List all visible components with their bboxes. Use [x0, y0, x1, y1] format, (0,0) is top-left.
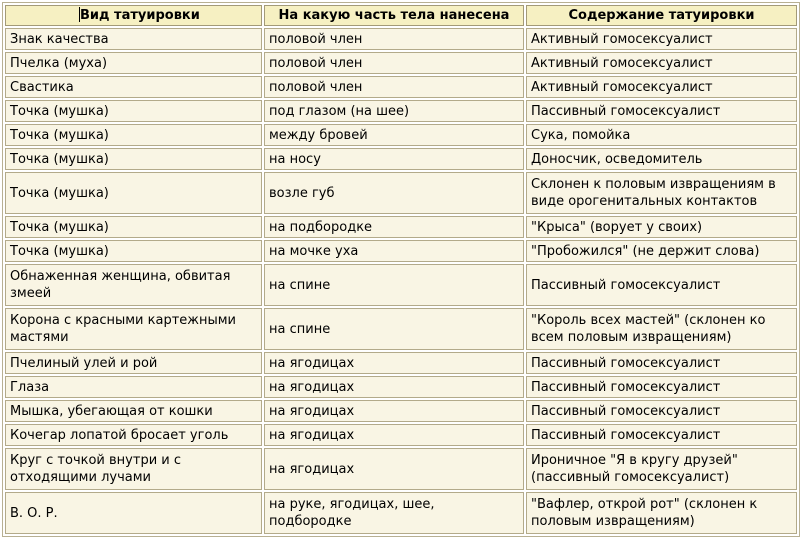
- cell-tattoo-type: Глаза: [5, 376, 262, 398]
- cell-body-part: на спине: [264, 308, 524, 350]
- table-row: [5, 424, 797, 446]
- cell-body-part: на ягодицах: [264, 352, 524, 374]
- cell-meaning: Активный гомосексуалист: [526, 28, 797, 50]
- cell-tattoo-type: Точка (мушка): [5, 100, 262, 122]
- cell-tattoo-type: В. О. Р.: [5, 492, 262, 534]
- cell-meaning: "Вафлер, открой рот" (склонен к половым извращениям): [526, 492, 797, 534]
- table-row: [5, 352, 797, 374]
- cell-body-part: на носу: [264, 148, 524, 170]
- cell-meaning: "Пробожился" (не держит слова): [526, 240, 797, 262]
- cell-body-part: на ягодицах: [264, 400, 524, 422]
- table-row: [5, 240, 797, 262]
- table-row: [5, 28, 797, 50]
- table-row: [5, 124, 797, 146]
- header-meaning: Содержание татуировки: [526, 5, 797, 26]
- cell-body-part: на спине: [264, 264, 524, 306]
- table-row: [5, 52, 797, 74]
- cell-meaning: Пассивный гомосексуалист: [526, 352, 797, 374]
- table-row: [5, 492, 797, 534]
- cell-tattoo-type: Корона с красными картежными мастями: [5, 308, 262, 350]
- cell-meaning: "Крыса" (ворует у своих): [526, 216, 797, 238]
- text-cursor: [79, 7, 80, 22]
- header-body-part: На какую часть тела нанесена: [264, 5, 524, 26]
- cell-meaning: Пассивный гомосексуалист: [526, 264, 797, 306]
- table-row: [5, 216, 797, 238]
- cell-tattoo-type: Точка (мушка): [5, 124, 262, 146]
- cell-tattoo-type: Точка (мушка): [5, 216, 262, 238]
- cell-tattoo-type: Знак качества: [5, 28, 262, 50]
- table-row: [5, 376, 797, 398]
- cell-tattoo-type: Мышка, убегающая от кошки: [5, 400, 262, 422]
- table-row: [5, 448, 797, 490]
- table-row: [5, 148, 797, 170]
- cell-body-part: под глазом (на шее): [264, 100, 524, 122]
- table-row: [5, 308, 797, 350]
- cell-tattoo-type: Пчелиный улей и рой: [5, 352, 262, 374]
- cell-meaning: Пассивный гомосексуалист: [526, 100, 797, 122]
- table-row: [5, 172, 797, 214]
- cell-tattoo-type: Пчелка (муха): [5, 52, 262, 74]
- cell-tattoo-type: Обнаженная женщина, обвитая змеей: [5, 264, 262, 306]
- table-row: [5, 100, 797, 122]
- cell-meaning: "Король всех мастей" (склонен ко всем половым извращениям): [526, 308, 797, 350]
- cell-tattoo-type: Точка (мушка): [5, 240, 262, 262]
- table-row: [5, 264, 797, 306]
- tattoo-table-container: [2, 2, 798, 537]
- cell-tattoo-type: Круг с точкой внутри и с отходящими лучами: [5, 448, 262, 490]
- cell-meaning: Пассивный гомосексуалист: [526, 400, 797, 422]
- cell-body-part: половой член: [264, 28, 524, 50]
- table-row: [5, 400, 797, 422]
- cell-body-part: на подбородке: [264, 216, 524, 238]
- cell-body-part: на ягодицах: [264, 424, 524, 446]
- cell-body-part: между бровей: [264, 124, 524, 146]
- cell-tattoo-type: Точка (мушка): [5, 148, 262, 170]
- cell-body-part: на ягодицах: [264, 376, 524, 398]
- cell-body-part: половой член: [264, 76, 524, 98]
- cell-body-part: возле губ: [264, 172, 524, 214]
- table-row: [5, 76, 797, 98]
- cell-body-part: на мочке уха: [264, 240, 524, 262]
- cell-body-part: на ягодицах: [264, 448, 524, 490]
- cell-meaning: Сука, помойка: [526, 124, 797, 146]
- cell-meaning: Пассивный гомосексуалист: [526, 424, 797, 446]
- cell-meaning: Пассивный гомосексуалист: [526, 376, 797, 398]
- cell-meaning: Активный гомосексуалист: [526, 52, 797, 74]
- cell-meaning: Доносчик, осведомитель: [526, 148, 797, 170]
- tattoo-table: [2, 2, 800, 537]
- cell-body-part: на руке, ягодицах, шее, подбородке: [264, 492, 524, 534]
- cell-meaning: Склонен к половым извращениям в виде орогенитальных контактов: [526, 172, 797, 214]
- header-tattoo-type: Вид татуировки: [5, 5, 262, 26]
- cell-meaning: Активный гомосексуалист: [526, 76, 797, 98]
- cell-meaning: Ироничное "Я в кругу друзей" (пассивный гомосексуалист): [526, 448, 797, 490]
- cell-tattoo-type: Кочегар лопатой бросает уголь: [5, 424, 262, 446]
- header-row: [5, 5, 797, 26]
- cell-tattoo-type: Точка (мушка): [5, 172, 262, 214]
- cell-body-part: половой член: [264, 52, 524, 74]
- cell-tattoo-type: Свастика: [5, 76, 262, 98]
